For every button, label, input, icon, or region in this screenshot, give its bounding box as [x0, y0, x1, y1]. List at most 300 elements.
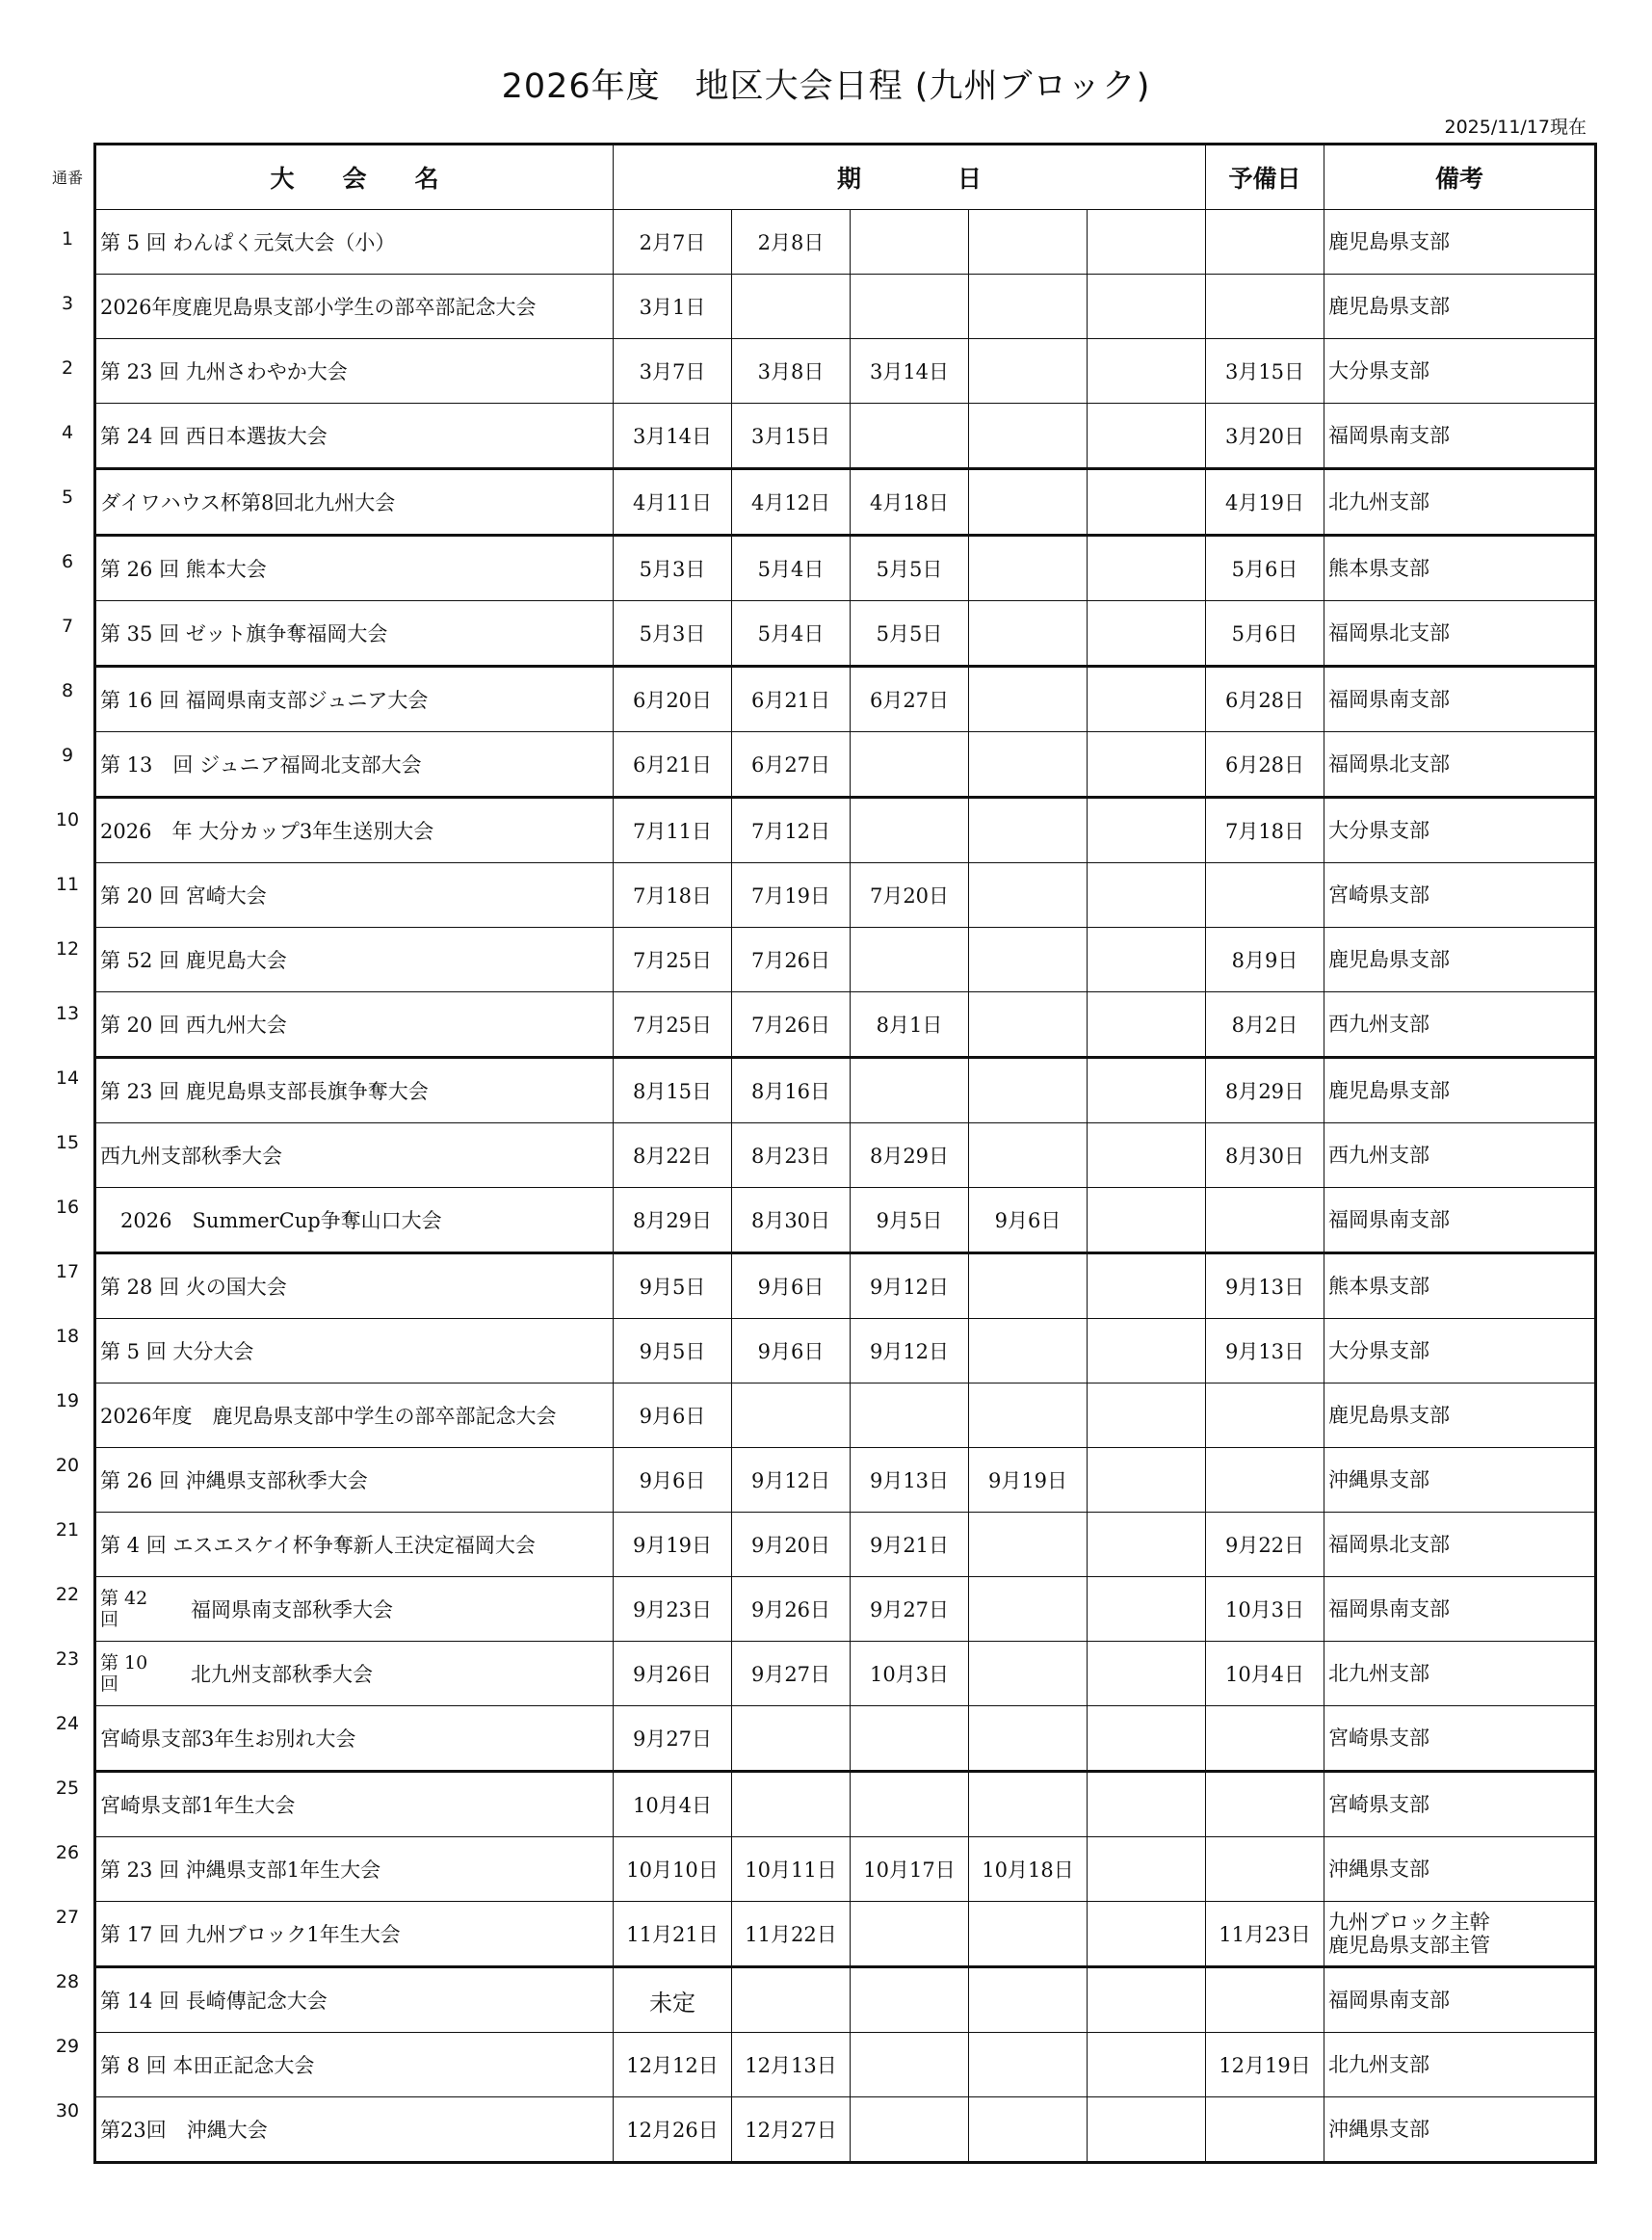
note-text: 大分県支部	[1328, 359, 1429, 382]
row-serial-number: 14	[55, 1067, 80, 1089]
tournament-name: ダイワハウス杯第8回北九州大会	[100, 491, 396, 514]
row-serial-number: 19	[55, 1390, 80, 1411]
reserve-date-cell: 6月28日	[1206, 732, 1324, 798]
date-cell: 9月12日	[851, 1253, 969, 1319]
note-cell	[1324, 992, 1596, 1058]
date-cell: 12月12日	[614, 2033, 732, 2097]
date-cell	[1088, 2097, 1206, 2163]
reserve-date-cell	[1206, 1384, 1324, 1448]
date-cell	[1088, 469, 1206, 536]
date-cell	[732, 1772, 851, 1837]
tournament-name: 第 20 回 宮崎大会	[100, 884, 267, 908]
date-cell	[969, 275, 1088, 339]
date-cell	[1088, 928, 1206, 992]
date-cell: 10月3日	[851, 1642, 969, 1706]
date-cell: 6月27日	[732, 732, 851, 798]
date-cell	[1088, 1902, 1206, 1967]
reserve-date-cell: 9月13日	[1206, 1319, 1324, 1384]
date-cell	[969, 536, 1088, 601]
date-cell	[969, 798, 1088, 863]
date-cell: 9月20日	[732, 1513, 851, 1577]
date-cell: 9月5日	[614, 1253, 732, 1319]
date-cell	[1088, 1706, 1206, 1772]
row-serial-number: 7	[61, 616, 74, 637]
date-cell: 12月13日	[732, 2033, 851, 2097]
date-cell: 9月27日	[851, 1577, 969, 1642]
note-cell	[1324, 1384, 1596, 1448]
date-cell	[1088, 1513, 1206, 1577]
date-cell	[851, 1384, 969, 1448]
table-row	[95, 1902, 1596, 1967]
row-serial-number: 20	[55, 1455, 80, 1476]
date-cell	[969, 928, 1088, 992]
note-cell	[1324, 1577, 1596, 1642]
date-cell	[969, 1772, 1088, 1837]
reserve-date-cell	[1206, 1772, 1324, 1837]
date-cell: 5月5日	[851, 601, 969, 667]
date-cell	[969, 992, 1088, 1058]
table-row	[95, 1188, 1596, 1253]
date-cell: 8月16日	[732, 1058, 851, 1123]
date-cell: 8月1日	[851, 992, 969, 1058]
as-of-date: 2025/11/17現在	[1444, 117, 1586, 138]
date-cell: 9月6日	[732, 1253, 851, 1319]
header-note: 備考	[1324, 145, 1596, 210]
date-cell: 7月20日	[851, 863, 969, 928]
note-text: 九州ブロック主幹	[1328, 1911, 1490, 1934]
note-text: 福岡県南支部	[1328, 1989, 1450, 2012]
reserve-date-cell: 6月28日	[1206, 667, 1324, 732]
date-cell	[851, 798, 969, 863]
table-row	[95, 601, 1596, 667]
note-cell	[1324, 1188, 1596, 1253]
date-cell	[851, 1902, 969, 1967]
note-cell	[1324, 339, 1596, 404]
reserve-date-cell: 5月6日	[1206, 536, 1324, 601]
row-serial-number: 9	[61, 745, 74, 766]
tournament-name-cell	[95, 1188, 614, 1253]
note-text: 福岡県北支部	[1328, 621, 1450, 645]
table-row	[95, 210, 1596, 275]
reserve-date-cell: 3月15日	[1206, 339, 1324, 404]
tournament-name-cell	[95, 732, 614, 798]
date-cell	[969, 1384, 1088, 1448]
date-cell: 10月17日	[851, 1837, 969, 1902]
date-cell: 5月4日	[732, 536, 851, 601]
reserve-date-cell	[1206, 863, 1324, 928]
date-cell: 7月26日	[732, 992, 851, 1058]
tournament-name: 2026 SummerCup争奪山口大会	[100, 1209, 442, 1232]
note-text: 宮崎県支部	[1328, 1793, 1429, 1816]
date-cell	[1088, 1384, 1206, 1448]
date-cell: 9月23日	[614, 1577, 732, 1642]
note-cell	[1324, 1123, 1596, 1188]
date-cell	[969, 1902, 1088, 1967]
row-serial-number: 2	[61, 357, 74, 379]
date-cell	[851, 1772, 969, 1837]
header-serial-number: 通番	[51, 169, 83, 187]
date-cell	[1088, 1319, 1206, 1384]
date-cell: 9月6日	[614, 1448, 732, 1513]
row-serial-number: 5	[61, 487, 74, 508]
note-text: 福岡県南支部	[1328, 1597, 1450, 1621]
date-cell	[851, 275, 969, 339]
date-cell	[1088, 992, 1206, 1058]
tournament-name: 第 23 回 沖縄県支部1年生大会	[100, 1858, 381, 1882]
table-row	[95, 339, 1596, 404]
tournament-name: 第 52 回 鹿児島大会	[100, 949, 287, 972]
date-cell	[732, 275, 851, 339]
date-cell	[851, 210, 969, 275]
date-cell: 7月25日	[614, 992, 732, 1058]
tournament-edition: 第 10	[100, 1652, 148, 1673]
table-row	[95, 667, 1596, 732]
schedule-table	[93, 143, 1597, 2164]
row-serial-number: 6	[61, 551, 74, 572]
reserve-date-cell	[1206, 1448, 1324, 1513]
tournament-name: 第 4 回 エスエスケイ杯争奪新人王決定福岡大会	[100, 1534, 536, 1557]
tournament-name-cell	[95, 1837, 614, 1902]
date-cell	[969, 1706, 1088, 1772]
date-cell: 6月21日	[732, 667, 851, 732]
table-row	[95, 1513, 1596, 1577]
tournament-name-cell	[95, 339, 614, 404]
note-cell	[1324, 732, 1596, 798]
tournament-edition: 回	[100, 1673, 119, 1695]
tournament-name-cell	[95, 210, 614, 275]
note-cell	[1324, 210, 1596, 275]
note-text: 北九州支部	[1328, 2053, 1429, 2076]
tournament-name: 第 28 回 火の国大会	[100, 1276, 287, 1299]
date-cell	[1088, 1058, 1206, 1123]
tournament-name: 第 23 回 九州さわやか大会	[100, 360, 348, 383]
date-cell	[1088, 210, 1206, 275]
tournament-name: 2026年度 鹿児島県支部中学生の部卒部記念大会	[100, 1405, 557, 1428]
date-cell: 4月18日	[851, 469, 969, 536]
date-cell	[732, 1967, 851, 2033]
tournament-name-cell	[95, 1513, 614, 1577]
tournament-name: 第23回 沖縄大会	[100, 2119, 268, 2142]
tournament-name: 2026年度鹿児島県支部小学生の部卒部記念大会	[100, 296, 537, 319]
date-cell	[969, 1577, 1088, 1642]
note-cell	[1324, 1253, 1596, 1319]
note-text: 鹿児島県支部	[1328, 295, 1450, 318]
reserve-date-cell: 8月30日	[1206, 1123, 1324, 1188]
table-row	[95, 1837, 1596, 1902]
date-cell	[1088, 667, 1206, 732]
reserve-date-cell: 10月3日	[1206, 1577, 1324, 1642]
note-cell	[1324, 601, 1596, 667]
date-cell: 6月21日	[614, 732, 732, 798]
tournament-name-cell	[95, 404, 614, 469]
reserve-date-cell	[1206, 1706, 1324, 1772]
table-row	[95, 404, 1596, 469]
date-cell: 7月18日	[614, 863, 732, 928]
date-cell: 9月5日	[851, 1188, 969, 1253]
table-row	[95, 1772, 1596, 1837]
note-text: 沖縄県支部	[1328, 1858, 1429, 1881]
date-cell	[1088, 1253, 1206, 1319]
date-cell	[1088, 798, 1206, 863]
note-cell	[1324, 798, 1596, 863]
tournament-name: 宮崎県支部1年生大会	[100, 1794, 296, 1817]
table-row	[95, 2097, 1596, 2163]
row-serial-number: 1	[61, 228, 74, 250]
note-cell	[1324, 667, 1596, 732]
date-cell: 9月21日	[851, 1513, 969, 1577]
date-cell	[1088, 863, 1206, 928]
row-serial-number: 8	[61, 680, 74, 701]
row-serial-number: 21	[55, 1519, 80, 1541]
date-cell	[1088, 1577, 1206, 1642]
reserve-date-cell	[1206, 1188, 1324, 1253]
note-cell	[1324, 1513, 1596, 1577]
tournament-name: 第 24 回 西日本選抜大会	[100, 425, 328, 448]
date-cell: 6月27日	[851, 667, 969, 732]
tournament-name-cell	[95, 275, 614, 339]
note-text: 北九州支部	[1328, 1662, 1429, 1685]
note-cell	[1324, 1706, 1596, 1772]
note-text: 鹿児島県支部	[1328, 1404, 1450, 1427]
reserve-date-cell: 9月22日	[1206, 1513, 1324, 1577]
tournament-edition: 回	[100, 1609, 119, 1630]
date-cell	[969, 1967, 1088, 2033]
table-row	[95, 1058, 1596, 1123]
note-cell	[1324, 536, 1596, 601]
date-cell: 7月25日	[614, 928, 732, 992]
page-title: 2026年度 地区大会日程 (九州ブロック)	[501, 67, 1151, 106]
reserve-date-cell: 3月20日	[1206, 404, 1324, 469]
row-serial-number: 3	[61, 293, 74, 314]
reserve-date-cell: 9月13日	[1206, 1253, 1324, 1319]
row-serial-number: 18	[55, 1326, 80, 1347]
row-serial-number: 4	[61, 422, 74, 443]
date-cell: 5月5日	[851, 536, 969, 601]
note-text: 福岡県南支部	[1328, 424, 1450, 447]
date-cell	[969, 404, 1088, 469]
tournament-name: 第 20 回 西九州大会	[100, 1014, 287, 1037]
date-cell: 7月11日	[614, 798, 732, 863]
date-cell: 11月21日	[614, 1902, 732, 1967]
table-row	[95, 1967, 1596, 2033]
date-cell	[1088, 1123, 1206, 1188]
table-row	[95, 1319, 1596, 1384]
table-row	[95, 1448, 1596, 1513]
note-text: 福岡県南支部	[1328, 1208, 1450, 1231]
date-cell: 8月22日	[614, 1123, 732, 1188]
date-cell	[1088, 1837, 1206, 1902]
table-row	[95, 1706, 1596, 1772]
date-cell: 4月11日	[614, 469, 732, 536]
date-cell: 10月4日	[614, 1772, 732, 1837]
note-text-2: 鹿児島県支部主管	[1328, 1934, 1490, 1957]
header-period: 期 日	[614, 145, 1206, 210]
tournament-name-cell	[95, 1642, 614, 1706]
date-cell: 9月12日	[851, 1319, 969, 1384]
note-cell	[1324, 928, 1596, 992]
tournament-name-cell	[95, 2033, 614, 2097]
date-cell: 6月20日	[614, 667, 732, 732]
tournament-name-cell	[95, 1706, 614, 1772]
date-cell: 3月14日	[614, 404, 732, 469]
table-row	[95, 275, 1596, 339]
note-cell	[1324, 1319, 1596, 1384]
date-cell: 9月27日	[614, 1706, 732, 1772]
reserve-date-cell: 7月18日	[1206, 798, 1324, 863]
note-cell	[1324, 1448, 1596, 1513]
date-cell: 9月19日	[969, 1448, 1088, 1513]
date-cell: 8月29日	[851, 1123, 969, 1188]
tournament-name: 第 23 回 鹿児島県支部長旗争奪大会	[100, 1080, 429, 1103]
date-cell	[1088, 275, 1206, 339]
date-cell	[1088, 1772, 1206, 1837]
row-serial-number: 10	[55, 809, 80, 830]
date-cell	[1088, 339, 1206, 404]
date-cell: 4月12日	[732, 469, 851, 536]
table-row	[95, 1253, 1596, 1319]
row-serial-number: 22	[55, 1584, 80, 1605]
date-cell	[1088, 1967, 1206, 2033]
tournament-edition: 第 42	[100, 1588, 148, 1609]
note-cell	[1324, 275, 1596, 339]
date-cell: 8月30日	[732, 1188, 851, 1253]
table-row	[95, 2033, 1596, 2097]
row-serial-number: 11	[55, 874, 80, 895]
tournament-name-cell	[95, 601, 614, 667]
tournament-name-cell	[95, 1384, 614, 1448]
tournament-name: 第 35 回 ゼット旗争奪福岡大会	[100, 622, 388, 646]
note-cell	[1324, 1902, 1596, 1967]
date-cell: 9月19日	[614, 1513, 732, 1577]
tournament-name-cell	[95, 1902, 614, 1967]
reserve-date-cell: 8月29日	[1206, 1058, 1324, 1123]
date-cell: 9月6日	[732, 1319, 851, 1384]
date-cell: 5月3日	[614, 536, 732, 601]
tournament-name-cell	[95, 863, 614, 928]
tournament-name: 第 5 回 わんぱく元気大会（小）	[100, 231, 396, 254]
date-cell	[969, 732, 1088, 798]
row-serial-number: 16	[55, 1197, 80, 1218]
note-text: 沖縄県支部	[1328, 2118, 1429, 2141]
row-serial-number: 29	[55, 2036, 80, 2057]
date-cell	[851, 2033, 969, 2097]
date-cell	[1088, 1188, 1206, 1253]
date-cell	[969, 1319, 1088, 1384]
date-cell: 9月27日	[732, 1642, 851, 1706]
note-text: 西九州支部	[1328, 1144, 1429, 1167]
note-cell	[1324, 1967, 1596, 2033]
date-cell	[851, 1058, 969, 1123]
row-serial-number: 30	[55, 2100, 80, 2121]
tournament-name: 第 13 回 ジュニア福岡北支部大会	[100, 753, 422, 777]
reserve-date-cell: 5月6日	[1206, 601, 1324, 667]
note-text: 北九州支部	[1328, 490, 1429, 514]
date-cell: 未定	[614, 1967, 732, 2033]
date-cell: 9月26日	[732, 1577, 851, 1642]
date-cell: 10月18日	[969, 1837, 1088, 1902]
tournament-name-cell	[95, 667, 614, 732]
row-serial-number: 24	[55, 1713, 80, 1734]
date-cell	[969, 601, 1088, 667]
note-text: 大分県支部	[1328, 819, 1429, 842]
date-cell: 9月6日	[969, 1188, 1088, 1253]
tournament-name-cell	[95, 992, 614, 1058]
tournament-name-cell	[95, 1253, 614, 1319]
date-cell: 3月1日	[614, 275, 732, 339]
date-cell	[1088, 732, 1206, 798]
tournament-name: 第 26 回 熊本大会	[100, 558, 267, 581]
tournament-name: 第 14 回 長崎傳記念大会	[100, 1990, 328, 2013]
tournament-name: 西九州支部秋季大会	[100, 1145, 282, 1168]
tournament-name-cell	[95, 1123, 614, 1188]
date-cell: 2月8日	[732, 210, 851, 275]
table-row	[95, 1577, 1596, 1642]
table-row	[95, 536, 1596, 601]
date-cell: 10月10日	[614, 1837, 732, 1902]
reserve-date-cell: 10月4日	[1206, 1642, 1324, 1706]
date-cell	[1088, 2033, 1206, 2097]
tournament-name-cell	[95, 469, 614, 536]
date-cell	[851, 2097, 969, 2163]
reserve-date-cell	[1206, 1967, 1324, 2033]
tournament-name-cell	[95, 1448, 614, 1513]
table-row	[95, 1123, 1596, 1188]
note-text: 熊本県支部	[1328, 1275, 1429, 1298]
tournament-name: 福岡県南支部秋季大会	[191, 1598, 393, 1621]
date-cell: 3月14日	[851, 339, 969, 404]
row-serial-number: 12	[55, 938, 80, 960]
date-cell	[732, 1706, 851, 1772]
date-cell	[851, 1967, 969, 2033]
row-serial-number: 15	[55, 1132, 80, 1153]
tournament-name-cell	[95, 1577, 614, 1642]
table-row	[95, 1384, 1596, 1448]
table-row	[95, 1642, 1596, 1706]
tournament-name: 第 8 回 本田正記念大会	[100, 2054, 315, 2077]
tournament-name-cell	[95, 2097, 614, 2163]
note-text: 福岡県北支部	[1328, 1533, 1450, 1556]
tournament-name: 第 16 回 福岡県南支部ジュニア大会	[100, 689, 429, 712]
tournament-name: 北九州支部秋季大会	[191, 1663, 373, 1686]
tournament-name: 宮崎県支部3年生お別れ大会	[100, 1727, 356, 1751]
date-cell	[969, 1123, 1088, 1188]
tournament-name-cell	[95, 1058, 614, 1123]
date-cell: 9月13日	[851, 1448, 969, 1513]
date-cell	[1088, 1642, 1206, 1706]
date-cell	[969, 863, 1088, 928]
reserve-date-cell: 4月19日	[1206, 469, 1324, 536]
row-serial-number: 27	[55, 1907, 80, 1928]
header-name: 大 会 名	[95, 145, 614, 210]
note-text: 宮崎県支部	[1328, 883, 1429, 907]
tournament-name: 第 26 回 沖縄県支部秋季大会	[100, 1469, 368, 1492]
note-text: 鹿児島県支部	[1328, 230, 1450, 253]
note-cell	[1324, 404, 1596, 469]
table-row	[95, 798, 1596, 863]
note-cell	[1324, 863, 1596, 928]
row-serial-number: 26	[55, 1842, 80, 1863]
date-cell	[969, 667, 1088, 732]
reserve-date-cell: 12月19日	[1206, 2033, 1324, 2097]
tournament-name: 第 5 回 大分大会	[100, 1340, 254, 1363]
row-serial-number: 25	[55, 1778, 80, 1799]
note-cell	[1324, 2033, 1596, 2097]
row-serial-number: 17	[55, 1261, 80, 1282]
date-cell	[1088, 404, 1206, 469]
reserve-date-cell: 8月2日	[1206, 992, 1324, 1058]
date-cell	[851, 404, 969, 469]
date-cell: 3月8日	[732, 339, 851, 404]
